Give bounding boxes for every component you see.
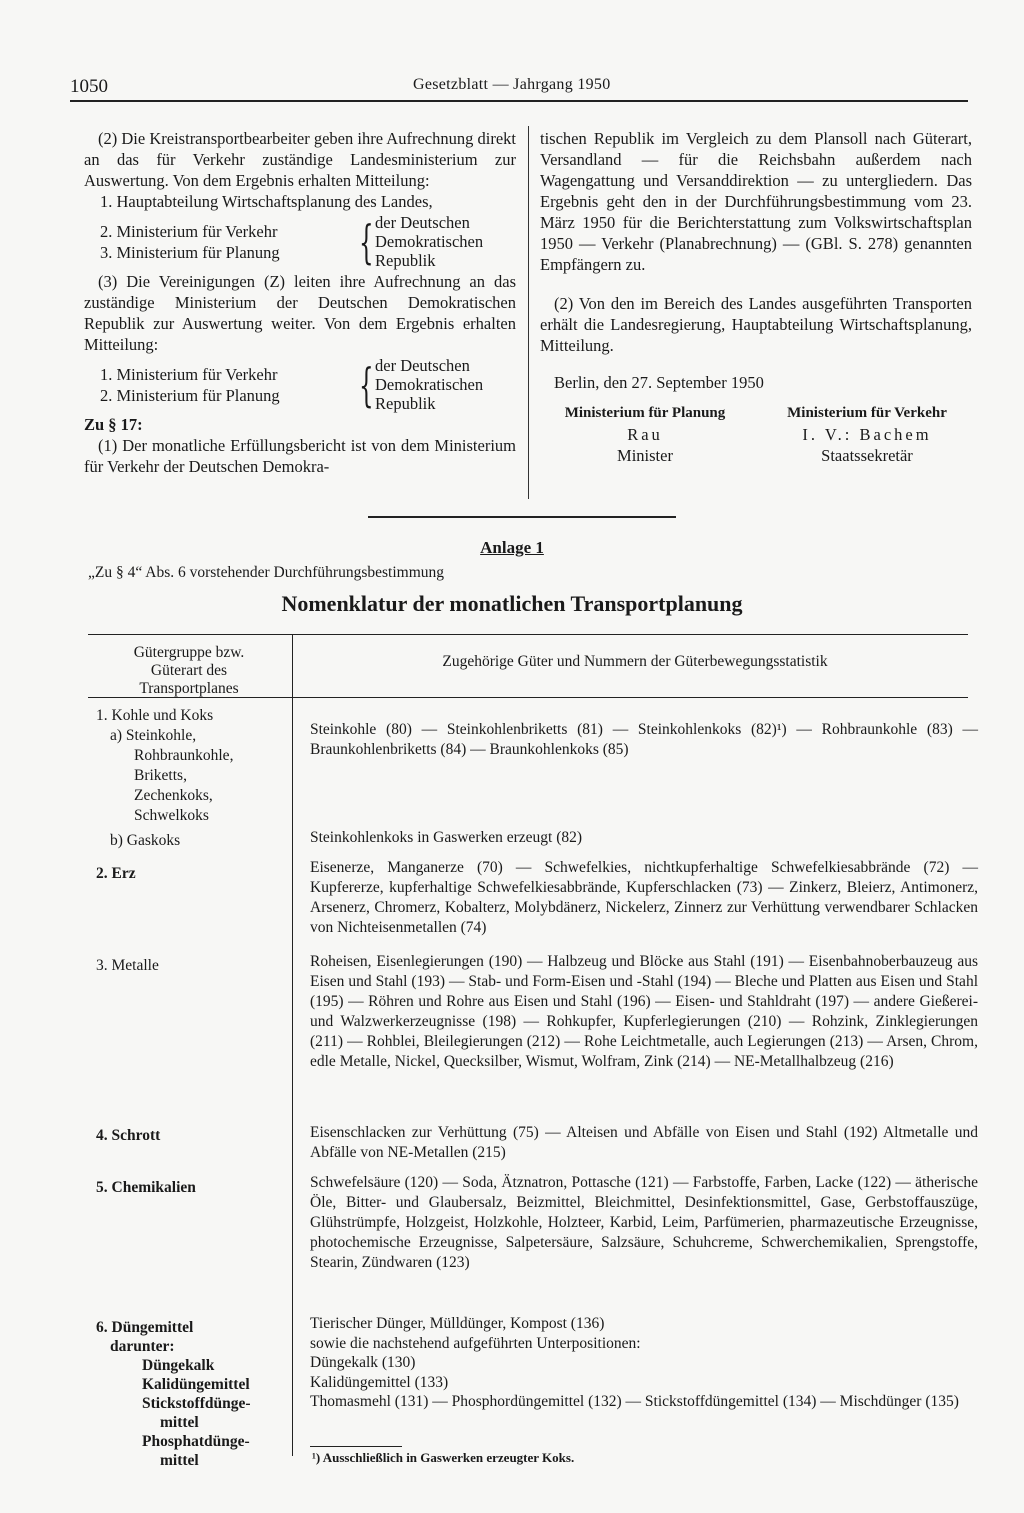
recipient-group-2 [84,356,516,413]
label-line: Düngekalk [142,1357,215,1374]
label-line: darunter: [110,1338,175,1355]
signature-role: Minister [617,446,673,465]
recipient-1: 1. Hauptabteilung Wirtschaftsplanung des Landes, [100,192,433,211]
paragraph-2-s17: (2) Von den im Bereich des Landes ausgeführten Transporten erhält die Landesregierung, Hauptabteilung Wirtschaftsplanung, Mitteilung. [540,294,972,355]
label-line: Phosphatdünge- [142,1433,250,1450]
header-line: Gütergruppe bzw. [133,644,245,661]
label-line: 6. Düngemittel [96,1319,194,1336]
table-column-rule [292,634,293,1456]
header-line: Transportplanes [139,680,239,697]
table-row-content: Eisenerze, Manganerze (70) — Schwefelkies, nichtkupferhaltige Schwefelkiesabbrände (72) — Kupfererze, kupferhaltige Schwefelkiesabbrände, Kupferschlacken (73) — Zinkerz, Bleierz, Antimonerz, Arsenerz, Chromerz, Kobalterz, Molybdänerz, Nickelerz, Zinnerz zur Verhüttung verwendbarer Schlacken von Nichteisenmetallen (74) [310,859,978,936]
signature-planung [540,403,750,466]
table-row-label: 5. Chemikalien [96,1179,196,1196]
label-line: 1. Kohle und Koks [96,707,214,724]
paragraph-3: (3) Die Vereinigungen (Z) leiten ihre Aufrechnung an das zuständige Ministerium der Deutschen Demokratischen Republik zur Auswertung weiter. Von dem Ergebnis erhalten Mitteilung: [84,272,516,354]
table-row-content: Steinkohlenkoks in Gaswerken erzeugt (82) [310,829,583,846]
label-line: Rohbraunkohle, [134,747,234,764]
label-line: mittel [160,1414,199,1431]
header-rule [70,100,968,102]
table-row-label [96,1318,286,1470]
paragraph-1-s17: (1) Der monatliche Erfüllungsbericht ist von dem Ministerium für Verkehr der Deutschen Demokra- [84,436,516,476]
table-row-content: Roheisen, Eisenlegierungen (190) — Halbzeug und Blöcke aus Stahl (191) — Eisenbahnoberbauzeug aus Eisen und Stahl (193) — Stab- und Form-Eisen und -Stahl (194) — Bleche und Platten aus Eisen und Stahl (195) — Röhren und Rohre aus Eisen und Stahl (196) — Eisen- und Stahldraht (197) — andere Gießerei- und Walzwerkerzeugnisse (198) — Rohkupfer, Kupferlegierungen (210) — Rohzink, Zinklegierungen (211) — Rohblei, Bleilegierungen (212) — Rohe Leichtmetalle, auch Legierungen (213) — Arsen, Chrom, edle Metalle, Nickel, Quecksilber, Wismut, Wolfram, Zink (214) — NE-Metallhalbzeug (216) [310,953,978,1070]
signature-org: Ministerium für Verkehr [787,405,947,421]
label-line: a) Steinkohle, [110,727,197,744]
signature-org: Ministerium für Planung [564,405,726,421]
label-line: Kalidüngemittel [142,1376,250,1393]
content-line: sowie die nachstehend aufgeführten Unterpositionen: [310,1334,641,1352]
table-row-content [310,1314,978,1412]
brace-line: Republik [375,251,436,270]
header-line: Güterart des [150,662,228,679]
page-header-title: Gesetzblatt — Jahrgang 1950 [413,76,611,93]
content-line: Düngekalk (130) [310,1354,416,1371]
date-line: Berlin, den 27. September 1950 [554,373,764,392]
page-number: 1050 [70,76,108,97]
left-column [84,128,516,477]
table-header-left [94,644,284,698]
content-line: Kalidüngemittel (133) [310,1373,449,1391]
brace-line: Demokratischen [375,375,484,394]
table-row-label: 4. Schrott [96,1127,161,1144]
table-row-content: Steinkohle (80) — Steinkohlenbriketts (81) — Steinkohlenkoks (82)¹) — Rohbraunkohle (83) — Braunkohlenbriketts (84) — Braunkohlenkoks (85) [310,721,978,758]
recipient-item: 2. Ministerium für Planung [100,385,280,405]
brace-line: Demokratischen [375,232,484,251]
signature-name: I. V.: Bachem [802,425,932,444]
table-header-right: Zugehörige Güter und Nummern der Güterbewegungsstatistik [442,653,828,670]
label-line: Schwelkoks [134,807,209,824]
table-row-label [96,706,286,826]
label-line: Stickstoffdünge- [142,1395,251,1412]
brace-symbol: { [359,214,374,269]
annex-title: Anlage 1 [480,538,544,557]
table-row-label: b) Gaskoks [110,832,181,849]
brace-symbol: { [359,357,374,412]
recipient-group-1 [84,213,516,270]
paragraph-2: (2) Die Kreistransportbearbeiter geben ihre Aufrechnung direkt an das für Verkehr zuständige Landesministerium zur Auswertung. Von dem Ergebnis erhalten Mitteilung: [84,129,516,190]
table-row-label: 3. Metalle [96,957,159,974]
footnote-rule [310,1446,402,1447]
label-line: Zechenkoks, [134,787,213,804]
recipient-item: 2. Ministerium für Verkehr [100,221,278,241]
signature-name: Rau [627,425,663,444]
content-line: Thomasmehl (131) — Phosphordüngemittel (132) — Stickstoffdüngemittel (134) — Mischdünger (135) [310,1393,959,1410]
label-line: mittel [160,1452,199,1469]
table-row-label: 2. Erz [96,865,136,882]
paragraph-continued: tischen Republik im Vergleich zu dem Plansoll nach Güterart, Versandland — für die Reichsbahn außerdem nach Wagengattung und Versanddirektion — zu untergliedern. Das Ergebnis geht den in der Durchführungsbestimmung vom 23. März 1950 für die Berichterstattung zum Volkswirtschaftsplan 1950 — Verkehr (Planabrechnung) — (GBl. S. 278) genannten Empfängern zu. [540,129,972,274]
recipient-item: 3. Ministerium für Planung [100,242,280,262]
table-row-content: Eisenschlacken zur Verhüttung (75) — Alteisen und Abfälle von Eisen und Stahl (192) Altmetalle und Abfälle von NE-Metallen (215) [310,1124,978,1161]
label-line: Briketts, [134,767,187,784]
section-heading-17: Zu § 17: [84,415,143,434]
brace-line: Republik [375,394,436,413]
table-row-content: Schwefelsäure (120) — Soda, Ätznatron, Pottasche (121) — Farbstoffe, Farben, Lacke (122) — ätherische Öle, Bitter- und Glaubersalz, Beizmittel, Bleichmittel, Desinfektionsmittel, Gase, Gerbstoffauszüge, Glühstrümpfe, Holzgeist, Holzkohle, Holzteer, Karbid, Leim, Parfümerien, pharmazeutische Erzeugnisse, photochemische Erzeugnisse, Salpetersäure, Salzsäure, Schuhcreme, Schwerchemikalien, Sprengstoffe, Stearin, Zündwaren (123) [310,1174,978,1271]
recipient-item: 1. Ministerium für Verkehr [100,364,278,384]
content-line: Tierischer Dünger, Mülldünger, Kompost (136) [310,1315,605,1332]
signatures [540,403,972,466]
section-rule [368,516,676,518]
column-divider [528,126,529,499]
brace-line: der Deutschen [375,356,470,375]
brace-line: der Deutschen [375,213,470,232]
footnote: ¹) Ausschließlich in Gaswerken erzeugter Koks. [312,1450,575,1465]
right-column [540,128,972,466]
signature-role: Staatssekretär [821,446,913,465]
signature-verkehr [762,403,972,466]
table-top-rule [88,634,968,635]
annex-subtitle: „Zu § 4“ Abs. 6 vorstehender Durchführungsbestimmung [88,564,445,581]
main-title: Nomenklatur der monatlichen Transportplanung [281,591,743,616]
